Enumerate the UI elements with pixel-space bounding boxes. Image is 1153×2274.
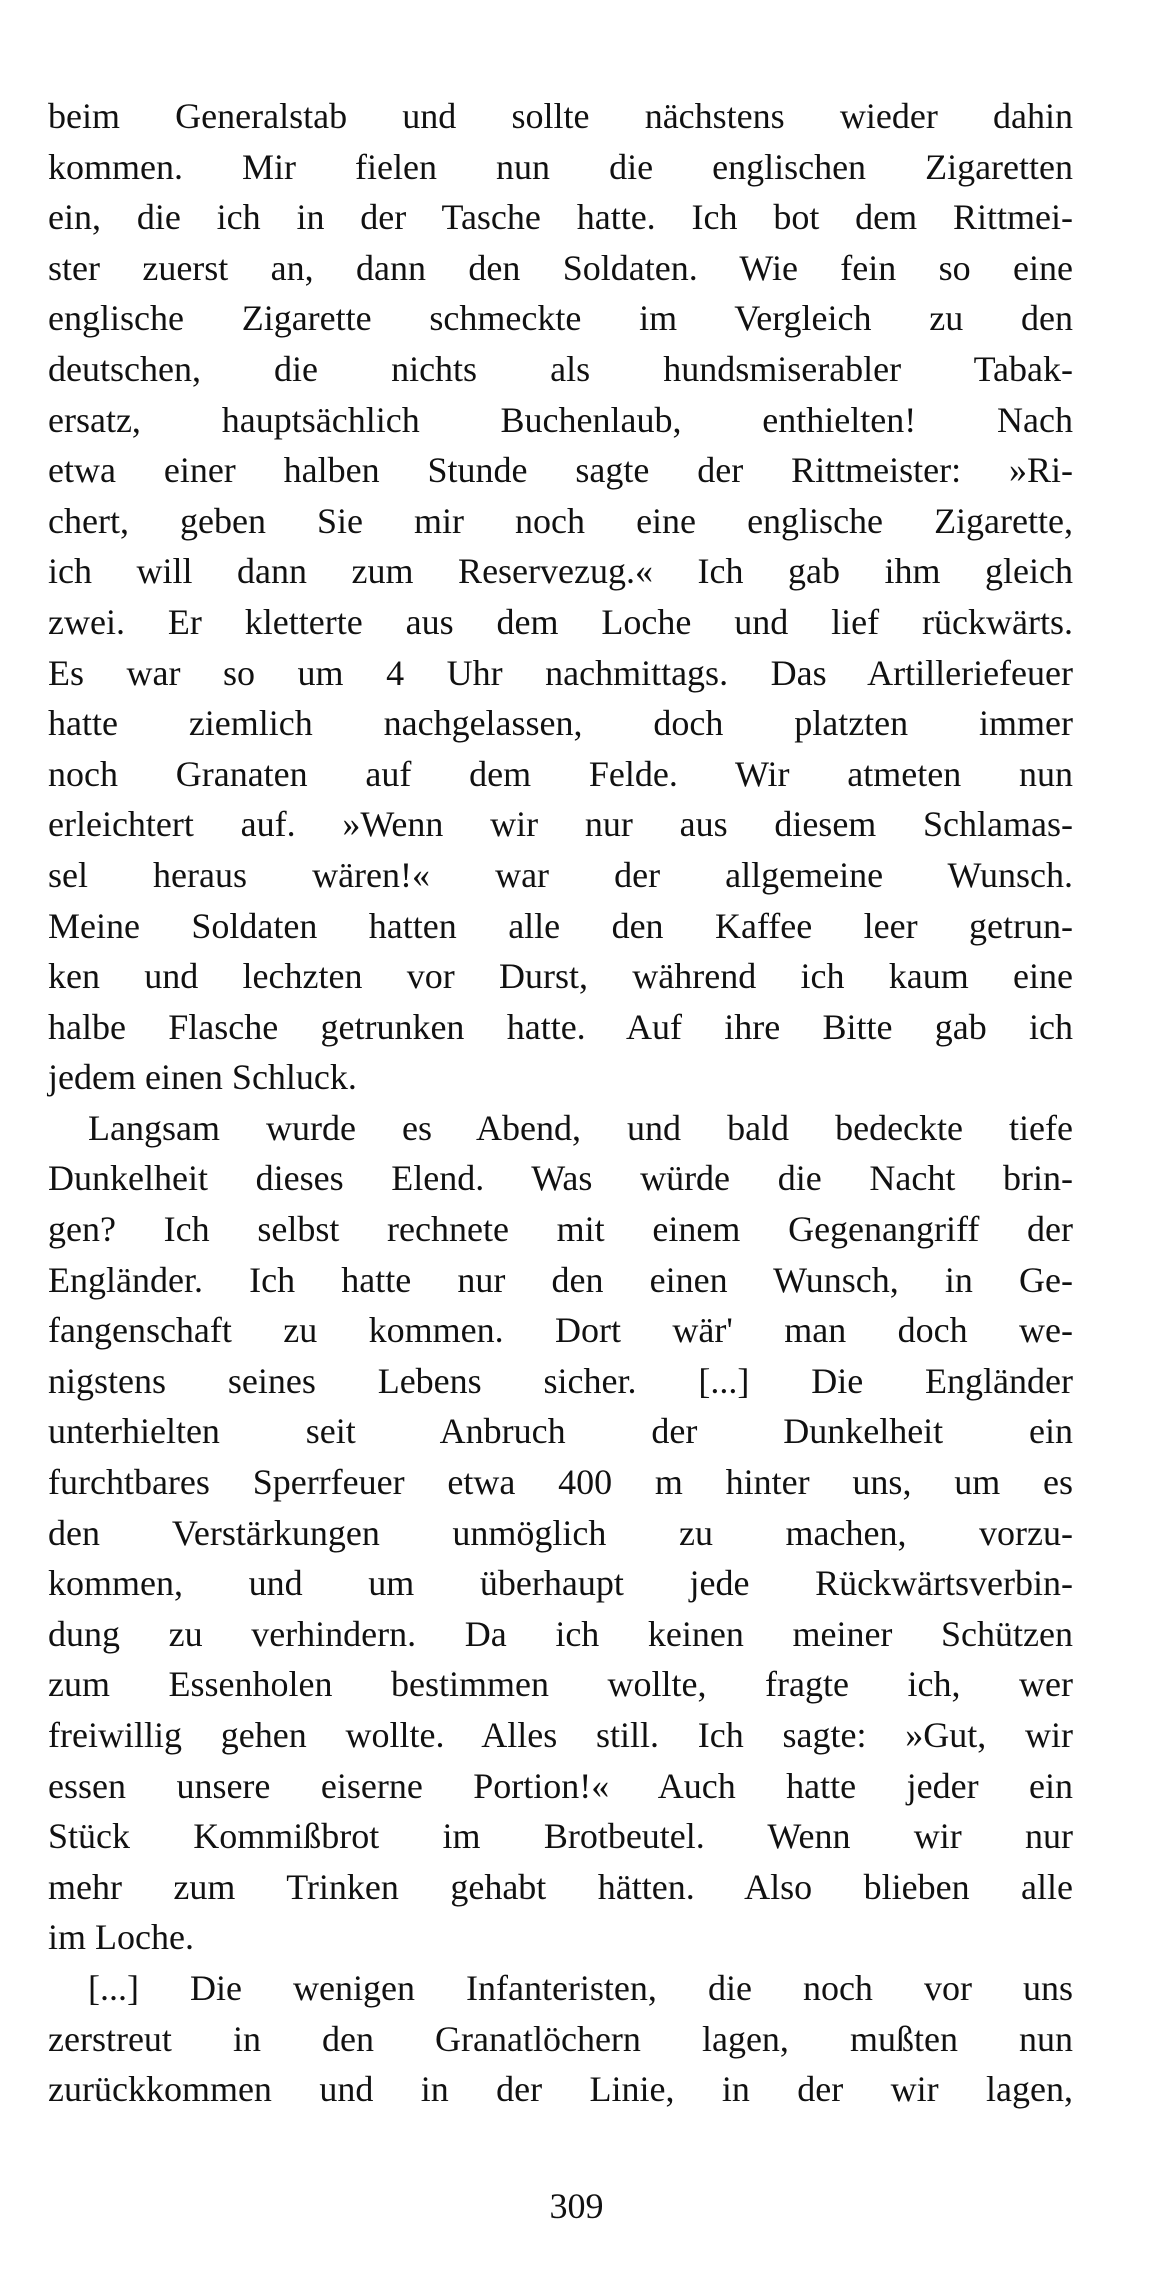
text-line: Engländer. Ich hatte nur den einen Wunsch, in Ge-	[48, 1259, 1073, 1300]
text-line: unterhielten seit Anbruch der Dunkelheit ein	[48, 1411, 1073, 1452]
text-line: noch Granaten auf dem Felde. Wir atmeten nun	[48, 753, 1073, 794]
text-line: fangenschaft zu kommen. Dort wär' man doch we-	[48, 1310, 1073, 1351]
text-line: ster zuerst an, dann den Soldaten. Wie fein so eine	[48, 247, 1073, 288]
text-line: ein, die ich in der Tasche hatte. Ich bot dem Rittmei-	[48, 197, 1073, 238]
text-line: Dunkelheit dieses Elend. Was würde die Nacht brin-	[48, 1158, 1073, 1199]
text-line: zum Essenholen bestimmen wollte, fragte ich, wer	[48, 1664, 1073, 1705]
text-line: ich will dann zum Reservezug.« Ich gab ihm gleich	[48, 551, 1073, 592]
text-line: freiwillig gehen wollte. Alles still. Ich sagte: »Gut, wir	[48, 1715, 1073, 1755]
text-line: nigstens seines Lebens sicher. [...] Die Engländer	[48, 1360, 1073, 1401]
text-line: kommen. Mir fielen nun die englischen Zigaretten	[48, 146, 1073, 187]
text-line: kommen, und um überhaupt jede Rückwärtsverbin-	[48, 1563, 1073, 1604]
text-line: Meine Soldaten hatten alle den Kaffee leer getrun-	[48, 905, 1073, 946]
text-line: Stück Kommißbrot im Brotbeutel. Wenn wir nur	[48, 1816, 1073, 1857]
body-text	[48, 96, 1073, 2120]
text-line: im Loche.	[48, 1917, 194, 1958]
text-line: halbe Flasche getrunken hatte. Auf ihre Bitte gab ich	[48, 1006, 1073, 1047]
text-line: sel heraus wären!« war der allgemeine Wunsch.	[48, 854, 1073, 895]
text-line: hatte ziemlich nachgelassen, doch platzten immer	[48, 703, 1073, 744]
text-line: ersatz, hauptsächlich Buchenlaub, enthielten! Nach	[48, 399, 1073, 440]
text-line: zurückkommen und in der Linie, in der wir lagen,	[48, 2069, 1073, 2110]
text-line: essen unsere eiserne Portion!« Auch hatte jeder ein	[48, 1765, 1073, 1806]
text-line: erleichtert auf. »Wenn wir nur aus diesem Schlamas-	[48, 804, 1073, 845]
text-line: Es war so um 4 Uhr nachmittags. Das Artilleriefeuer	[48, 652, 1073, 693]
page-number: 309	[549, 2186, 604, 2226]
text-line: mehr zum Trinken gehabt hätten. Also blieben alle	[48, 1866, 1073, 1907]
text-line: etwa einer halben Stunde sagte der Rittmeister: »Ri-	[48, 450, 1073, 491]
text-line: den Verstärkungen unmöglich zu machen, vorzu-	[48, 1512, 1073, 1553]
text-line: beim Generalstab und sollte nächstens wieder dahin	[48, 96, 1073, 136]
text-line: deutschen, die nichts als hundsmiserabler Tabak-	[48, 348, 1073, 389]
text-line: englische Zigarette schmeckte im Vergleich zu den	[48, 298, 1073, 339]
text-line: dung zu verhindern. Da ich keinen meiner Schützen	[48, 1613, 1073, 1654]
text-line: zerstreut in den Granatlöchern lagen, mußten nun	[48, 2018, 1073, 2059]
text-line: ken und lechzten vor Durst, während ich kaum eine	[48, 956, 1073, 997]
text-line: zwei. Er kletterte aus dem Loche und lief rückwärts.	[48, 601, 1073, 642]
paragraph-first-line: [...] Die wenigen Infanteristen, die noch vor uns	[88, 1967, 1073, 2008]
text-line: chert, geben Sie mir noch eine englische Zigarette,	[48, 500, 1073, 541]
text-line: furchtbares Sperrfeuer etwa 400 m hinter uns, um es	[48, 1462, 1073, 1503]
paragraph-first-line: Langsam wurde es Abend, und bald bedeckte tiefe	[88, 1107, 1073, 1148]
text-line: gen? Ich selbst rechnete mit einem Gegenangriff der	[48, 1209, 1073, 1250]
text-line: jedem einen Schluck.	[48, 1057, 357, 1098]
